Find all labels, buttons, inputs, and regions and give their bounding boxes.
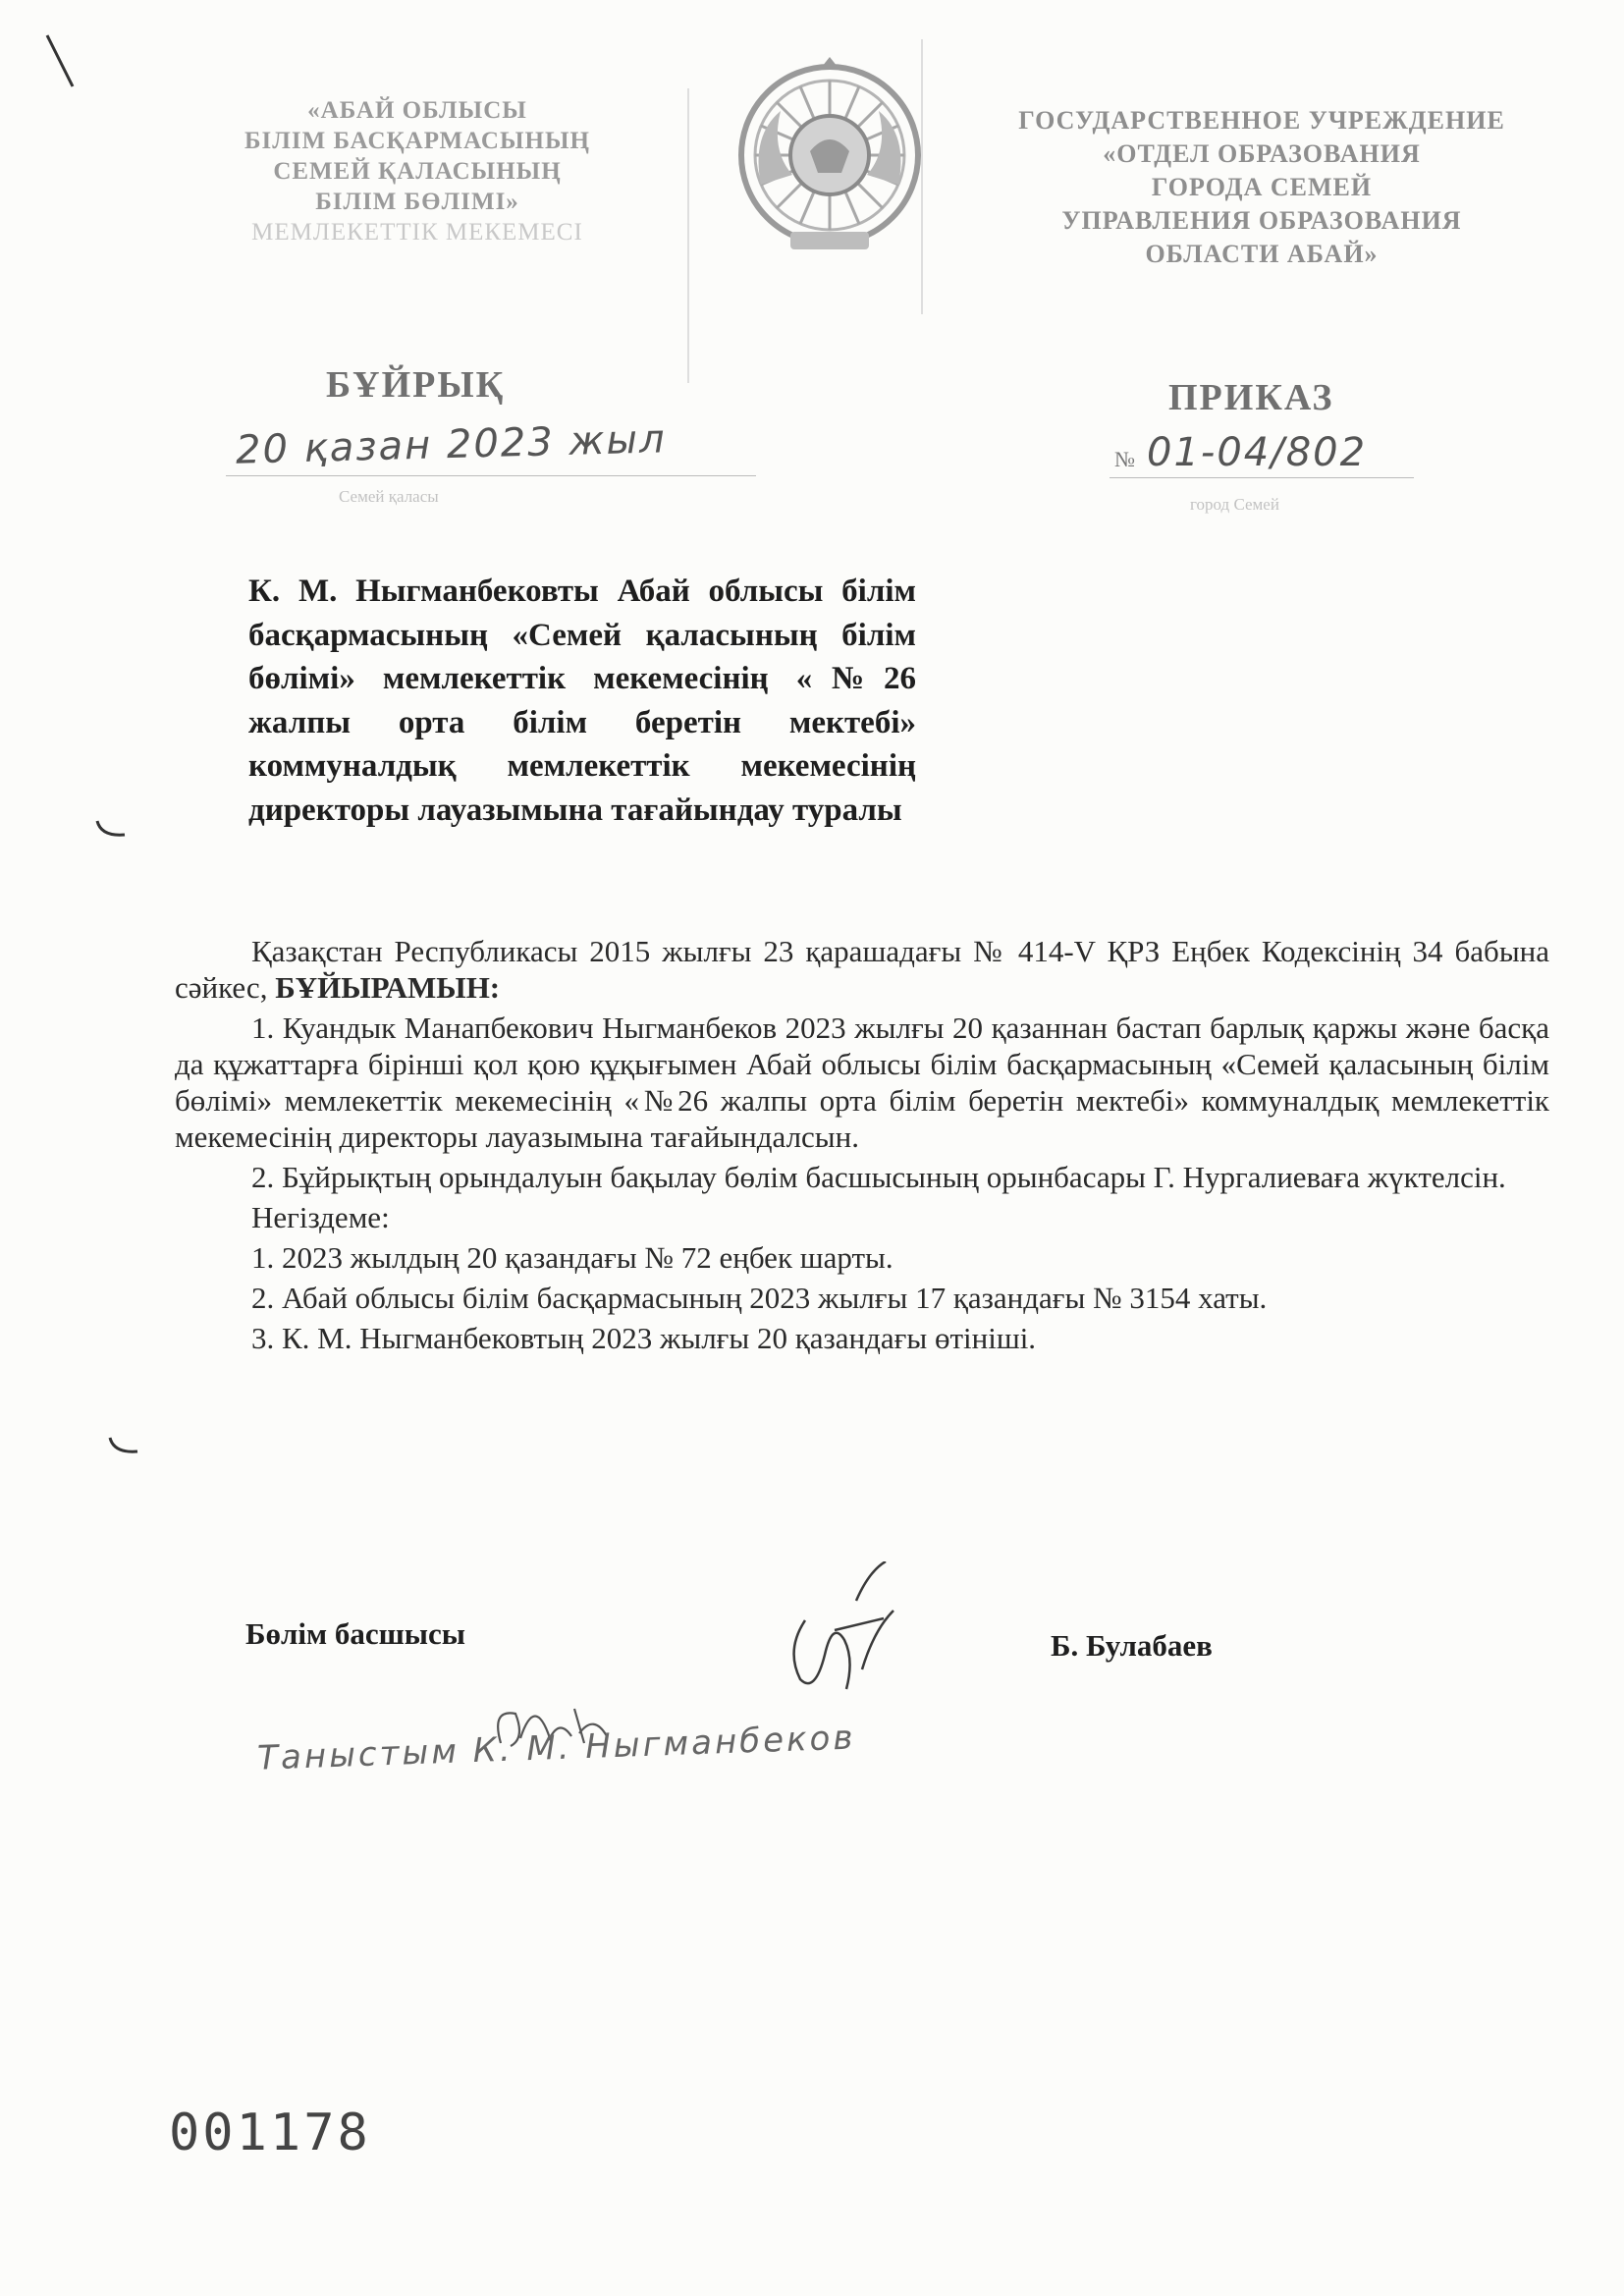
number-prefix: № xyxy=(1114,447,1135,471)
state-emblem-icon xyxy=(731,57,928,263)
order-item-2: 2. Бұйрықтың орындалуын бақылау бөлім басшысының орынбасары Г. Нургалиеваға жүктелсін. xyxy=(251,1160,1506,1194)
header-right-ru xyxy=(987,104,1537,271)
header-right-line: УПРАВЛЕНИЯ ОБРАЗОВАНИЯ xyxy=(1061,206,1462,235)
order-item-1: 1. Куандык Манапбекович Ныгманбеков 2023 жылғы 20 қазаннан бастап барлық қаржы және басқа да құжаттарға бірінші қол қою құқығымен Абай облысы білім басқармасының «Семей қаласының білім бөлімі» мемлекеттік мекемесінің «№26 жалпы орта білім беретін мектебі» коммуналдық мемлекеттік мекемесінің директоры лауазымына тағайындалсын. xyxy=(175,1011,1549,1154)
preamble-text: Қазақстан Республикасы 2015 жылғы 23 қарашадағы № 414-V ҚРЗ Еңбек Кодексінің 34 бабына сәйкес, xyxy=(175,934,1549,1005)
header-divider-right xyxy=(921,39,923,314)
city-ru: город Семей xyxy=(1190,495,1279,514)
header-left-line: СЕМЕЙ ҚАЛАСЫНЫҢ xyxy=(273,158,562,185)
order-number-handwritten: 01-04/802 xyxy=(1147,430,1368,475)
margin-mark xyxy=(93,815,133,845)
scan-mark xyxy=(39,29,98,98)
header-right-line: ГОСУДАРСТВЕННОЕ УЧРЕЖДЕНИЕ xyxy=(1018,106,1505,135)
order-title-ru: ПРИКАЗ xyxy=(1168,377,1334,418)
handwritten-signature xyxy=(776,1561,913,1709)
order-subject: К. М. Ныгманбековты Абай облысы білім басқармасының «Семей қаласының білім бөлімі» мемлекеттік мекемесінің «№26 жалпы орта білім беретін мектебі» коммуналдық мемлекеттік мекемесінің директоры лауазымына тағайындау туралы xyxy=(248,574,916,828)
date-underline xyxy=(226,475,756,476)
header-divider-left xyxy=(687,88,689,383)
basis-item: 1. 2023 жылдың 20 қазандағы № 72 еңбек шарты. xyxy=(251,1240,893,1275)
city-kz: Семей қаласы xyxy=(339,487,439,506)
header-left-line: БІЛІМ БАСҚАРМАСЫНЫҢ xyxy=(244,128,590,154)
basis-label: Негіздеме: xyxy=(251,1200,390,1234)
serial-number: 001178 xyxy=(169,2104,371,2162)
header-right-line: «ОТДЕЛ ОБРАЗОВАНИЯ xyxy=(1103,139,1421,168)
order-title-kz: БҰЙРЫҚ xyxy=(326,364,506,406)
header-left-kz xyxy=(201,95,633,247)
order-body xyxy=(175,933,1549,1360)
header-right-line: ГОРОДА СЕМЕЙ xyxy=(1151,173,1373,201)
number-underline xyxy=(1110,477,1414,478)
signatory-name: Б. Булабаев xyxy=(1051,1628,1213,1663)
signatory-title: Бөлім басшысы xyxy=(245,1616,465,1651)
header-right-line: ОБЛАСТИ АБАЙ» xyxy=(1145,240,1379,268)
basis-item: 3. К. М. Ныгманбековтың 2023 жылғы 20 қазандағы өтініші. xyxy=(251,1321,1037,1355)
preamble-paragraph xyxy=(175,933,1549,1006)
header-left-line: БІЛІМ БӨЛІМІ» xyxy=(315,189,519,215)
basis-item: 2. Абай облысы білім басқармасының 2023 жылғы 17 қазандағы № 3154 хаты. xyxy=(251,1281,1268,1315)
header-left-line: МЕМЛЕКЕТТІК МЕКЕМЕСІ xyxy=(251,219,583,246)
order-date-handwritten: 20 қазан 2023 жыл xyxy=(235,416,668,473)
acknowledgement-handwritten: Таныстым К. М. Ныгманбеков xyxy=(256,1718,857,1778)
margin-mark xyxy=(106,1434,145,1463)
preamble-command: БҰЙЫРАМЫН: xyxy=(275,970,501,1005)
header-left-line: «АБАЙ ОБЛЫСЫ xyxy=(307,97,527,124)
